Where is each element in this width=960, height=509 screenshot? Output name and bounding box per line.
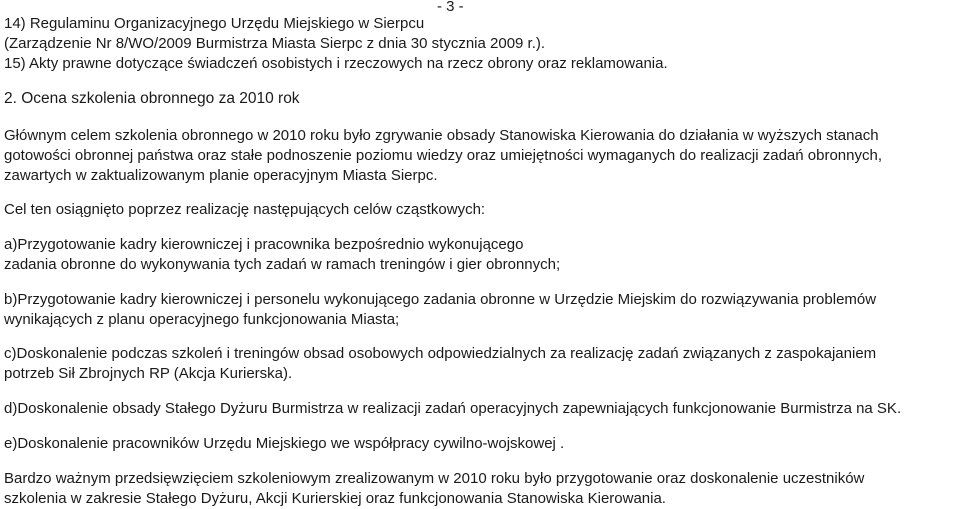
section-heading: 2. Ocena szkolenia obronnego za 2010 rok [4,90,300,107]
intro-item-15: 15) Akty prawne dotyczące świadczeń osobistych i rzeczowych na rzecz obrony oraz reklamowania. [4,55,668,72]
closing-line-1: Bardzo ważnym przedsięwzięciem szkoleniowym zrealizowanym w 2010 roku było przygotowanie oraz doskonalenie uczestników [4,470,865,487]
goal-a-line-2: zadania obronne do wykonywania tych zadań w ramach treningów i gier obronnych; [4,256,561,273]
paragraph-1-line-2: gotowości obronnej państwa oraz stałe podnoszenie poziomu wiedzy oraz umiejętności wymaganych do realizacji zadań obronnych, [4,147,882,164]
goal-c-line-2: potrzeb Sił Zbrojnych RP (Akcja Kurierska). [4,365,293,382]
goals-intro: Cel ten osiągnięto poprzez realizację następujących celów cząstkowych: [4,201,486,218]
goal-b-line-1: b)Przygotowanie kadry kierowniczej i personelu wykonującego zadania obronne w Urzędzie Miejskim do rozwiązywania problemów [4,291,877,308]
goal-b-line-2: wynikających z planu operacyjnego funkcjonowania Miasta; [4,311,400,328]
intro-item-14-line2: (Zarządzenie Nr 8/WO/2009 Burmistrza Miasta Sierpc z dnia 30 stycznia 2009 r.). [4,35,546,52]
goal-d: d)Doskonalenie obsady Stałego Dyżuru Burmistrza w realizacji zadań operacyjnych zapewniających funkcjonowanie Burmistrza na SK. [4,400,902,417]
paragraph-1-line-1: Głównym celem szkolenia obronnego w 2010 roku było zgrywanie obsady Stanowiska Kierowania do działania w wyższych stanach [4,127,879,144]
paragraph-1-line-3: zawartych w zaktualizowanym planie operacyjnym Miasta Sierpc. [4,167,438,184]
page-number: - 3 - [437,0,464,15]
goal-e: e)Doskonalenie pracowników Urzędu Miejskiego we współpracy cywilno-wojskowej . [4,435,565,452]
closing-line-2: szkolenia w zakresie Stałego Dyżuru, Akcji Kurierskiej oraz funkcjonowania Stanowiska Kierowania. [4,490,666,507]
intro-item-14-line1: 14) Regulaminu Organizacyjnego Urzędu Miejskiego w Sierpcu [4,15,425,32]
goal-a-line-1: a)Przygotowanie kadry kierowniczej i pracownika bezpośrednio wykonującego [4,236,524,253]
goal-c-line-1: c)Doskonalenie podczas szkoleń i treningów obsad osobowych odpowiedzialnych za realizację zadań związanych z zaspokajaniem [4,345,877,362]
